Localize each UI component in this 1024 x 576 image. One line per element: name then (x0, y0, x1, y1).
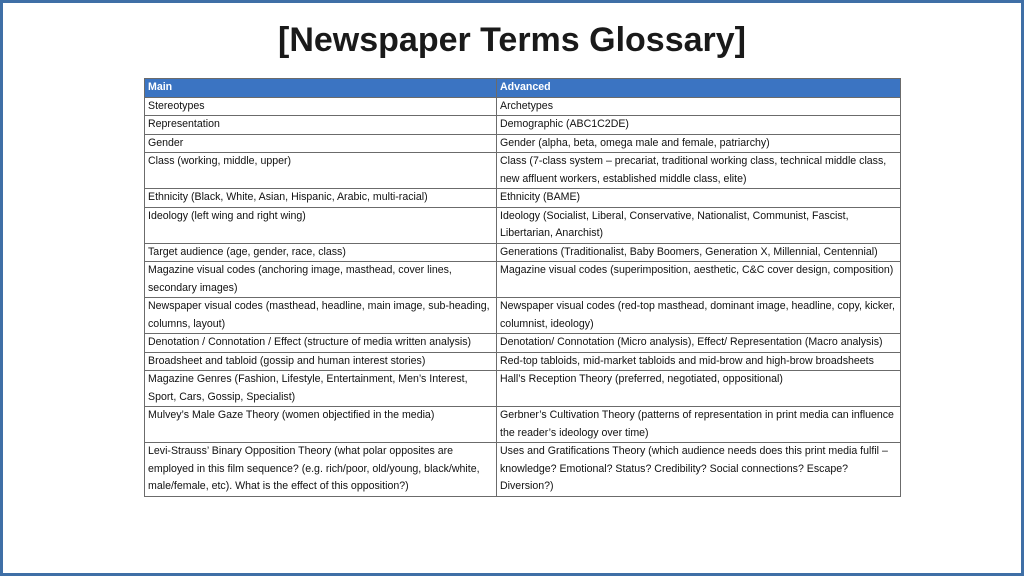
table-row (145, 298, 901, 334)
cell-advanced: Uses and Gratifications Theory (which audience needs does this print media fulfil – knowledge? Emotional? Status? Credibility? Social connections? Escape? Diversion?) (497, 443, 901, 497)
glossary-table (144, 78, 901, 497)
table-header-row (145, 79, 901, 98)
header-main: Main (145, 79, 497, 98)
table-row (145, 134, 901, 153)
cell-advanced: Hall’s Reception Theory (preferred, negotiated, oppositional) (497, 371, 901, 407)
table-row (145, 443, 901, 497)
cell-advanced: Generations (Traditionalist, Baby Boomers, Generation X, Millennial, Centennial) (497, 243, 901, 262)
cell-advanced: Demographic (ABC1C2DE) (497, 116, 901, 135)
cell-advanced: Denotation/ Connotation (Micro analysis), Effect/ Representation (Macro analysis) (497, 334, 901, 353)
cell-advanced: Gender (alpha, beta, omega male and female, patriarchy) (497, 134, 901, 153)
table-row (145, 207, 901, 243)
table-row (145, 262, 901, 298)
cell-main: Stereotypes (145, 97, 497, 116)
cell-advanced: Gerbner’s Cultivation Theory (patterns of representation in print media can influence the reader’s ideology over time) (497, 407, 901, 443)
table-row (145, 352, 901, 371)
cell-advanced: Class (7-class system – precariat, traditional working class, technical middle class, new affluent workers, established middle class, elite) (497, 153, 901, 189)
cell-main: Ethnicity (Black, White, Asian, Hispanic, Arabic, multi-racial) (145, 189, 497, 208)
cell-main: Class (working, middle, upper) (145, 153, 497, 189)
cell-main: Magazine Genres (Fashion, Lifestyle, Entertainment, Men’s Interest, Sport, Cars, Gossip, Specialist) (145, 371, 497, 407)
cell-main: Denotation / Connotation / Effect (structure of media written analysis) (145, 334, 497, 353)
cell-advanced: Magazine visual codes (superimposition, aesthetic, C&C cover design, composition) (497, 262, 901, 298)
table-row (145, 371, 901, 407)
cell-main: Newspaper visual codes (masthead, headline, main image, sub-heading, columns, layout) (145, 298, 497, 334)
cell-main: Magazine visual codes (anchoring image, masthead, cover lines, secondary images) (145, 262, 497, 298)
header-advanced: Advanced (497, 79, 901, 98)
cell-main: Gender (145, 134, 497, 153)
cell-main: Levi-Strauss’ Binary Opposition Theory (what polar opposites are employed in this film sequence? (e.g. rich/poor, old/young, black/white, male/female, etc). What is the effect of this opposition?) (145, 443, 497, 497)
cell-main: Mulvey’s Male Gaze Theory (women objectified in the media) (145, 407, 497, 443)
table-row (145, 97, 901, 116)
cell-main: Ideology (left wing and right wing) (145, 207, 497, 243)
cell-advanced: Red-top tabloids, mid-market tabloids and mid-brow and high-brow broadsheets (497, 352, 901, 371)
cell-advanced: Ideology (Socialist, Liberal, Conservative, Nationalist, Communist, Fascist, Libertarian, Anarchist) (497, 207, 901, 243)
table-row (145, 407, 901, 443)
table-row (145, 189, 901, 208)
table-row (145, 116, 901, 135)
cell-advanced: Archetypes (497, 97, 901, 116)
slide-title: [Newspaper Terms Glossary] (278, 21, 746, 59)
cell-advanced: Newspaper visual codes (red-top masthead, dominant image, headline, copy, kicker, columnist, ideology) (497, 298, 901, 334)
cell-main: Representation (145, 116, 497, 135)
cell-advanced: Ethnicity (BAME) (497, 189, 901, 208)
table-row (145, 243, 901, 262)
table-row (145, 334, 901, 353)
cell-main: Broadsheet and tabloid (gossip and human interest stories) (145, 352, 497, 371)
table-row (145, 153, 901, 189)
cell-main: Target audience (age, gender, race, class) (145, 243, 497, 262)
